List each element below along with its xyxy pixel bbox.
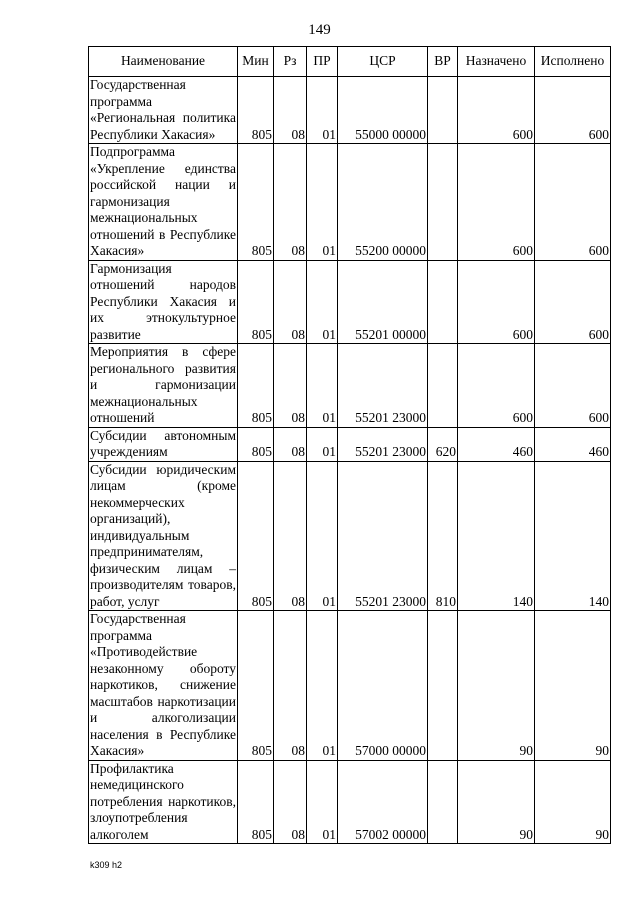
row-csr: 55201 23000: [338, 461, 428, 611]
row-vr: [428, 344, 458, 428]
row-vr: 810: [428, 461, 458, 611]
row-pr: 01: [307, 260, 338, 344]
row-pr: 01: [307, 461, 338, 611]
row-executed: 460: [535, 427, 611, 461]
header-executed: Исполнено: [535, 47, 611, 77]
row-vr: [428, 144, 458, 261]
row-vr: 620: [428, 427, 458, 461]
row-csr: 55201 00000: [338, 260, 428, 344]
row-min: 805: [238, 760, 274, 844]
row-csr: 55200 00000: [338, 144, 428, 261]
row-assigned: 600: [458, 144, 535, 261]
row-pr: 01: [307, 427, 338, 461]
row-pr: 01: [307, 611, 338, 761]
row-rz: 08: [274, 260, 307, 344]
row-rz: 08: [274, 427, 307, 461]
row-rz: 08: [274, 344, 307, 428]
row-name: Государственная программа «Региональная политика Республики Хакасия»: [90, 77, 236, 142]
header-name: Наименование: [89, 47, 238, 77]
footer-code: k309 h2: [90, 860, 123, 870]
row-csr: 55000 00000: [338, 77, 428, 144]
row-min: 805: [238, 260, 274, 344]
row-vr: [428, 760, 458, 844]
row-min: 805: [238, 144, 274, 261]
header-min: Мин: [238, 47, 274, 77]
page-number: 149: [308, 22, 331, 38]
row-executed: 90: [535, 760, 611, 844]
table-row: [89, 77, 611, 144]
row-min: 805: [238, 427, 274, 461]
row-vr: [428, 260, 458, 344]
row-pr: 01: [307, 144, 338, 261]
row-name: Подпрограмма «Укрепление единства российской нации и гармонизация межнациональных отношений в Республике Хакасия»: [90, 144, 236, 258]
budget-table: [88, 46, 611, 844]
header-vr: ВР: [428, 47, 458, 77]
row-csr: 57002 00000: [338, 760, 428, 844]
header-csr: ЦСР: [338, 47, 428, 77]
row-rz: 08: [274, 760, 307, 844]
header-pr: ПР: [307, 47, 338, 77]
row-rz: 08: [274, 611, 307, 761]
table-row: [89, 260, 611, 344]
row-executed: 600: [535, 77, 611, 144]
row-csr: 55201 23000: [338, 344, 428, 428]
row-assigned: 140: [458, 461, 535, 611]
table-header-row: [89, 47, 611, 77]
row-assigned: 90: [458, 611, 535, 761]
row-rz: 08: [274, 461, 307, 611]
row-min: 805: [238, 77, 274, 144]
table-row: [89, 611, 611, 761]
table-row: [89, 427, 611, 461]
row-rz: 08: [274, 144, 307, 261]
header-assigned: Назначено: [458, 47, 535, 77]
table-row: [89, 144, 611, 261]
row-vr: [428, 611, 458, 761]
header-rz: Рз: [274, 47, 307, 77]
row-name: Субсидии автономным учреждениям: [90, 427, 236, 459]
row-pr: 01: [307, 77, 338, 144]
row-assigned: 90: [458, 760, 535, 844]
row-rz: 08: [274, 77, 307, 144]
row-assigned: 600: [458, 344, 535, 428]
row-assigned: 600: [458, 77, 535, 144]
row-pr: 01: [307, 760, 338, 844]
row-min: 805: [238, 344, 274, 428]
row-name: Государственная программа «Противодействие незаконному обороту наркотиков, снижение масштабов наркотизации и алкоголизации населения в Республике Хакасия»: [90, 611, 236, 758]
row-vr: [428, 77, 458, 144]
row-executed: 90: [535, 611, 611, 761]
row-pr: 01: [307, 344, 338, 428]
row-executed: 600: [535, 344, 611, 428]
row-executed: 600: [535, 260, 611, 344]
row-csr: 55201 23000: [338, 427, 428, 461]
table-row: [89, 461, 611, 611]
table-row: [89, 344, 611, 428]
row-assigned: 460: [458, 427, 535, 461]
row-csr: 57000 00000: [338, 611, 428, 761]
row-min: 805: [238, 461, 274, 611]
table-row: [89, 760, 611, 844]
row-name: Гармонизация отношений народов Республики Хакасия и их этнокультурное развитие: [90, 260, 236, 342]
row-executed: 140: [535, 461, 611, 611]
row-name: Мероприятия в сфере регионального развития и гармонизации межнациональных отношений: [90, 344, 236, 425]
row-min: 805: [238, 611, 274, 761]
row-executed: 600: [535, 144, 611, 261]
row-name: Субсидии юридическим лицам (кроме некоммерческих организаций), индивидуальным предпринимателям, физическим лицам – производителям товаров, работ, услуг: [90, 461, 236, 609]
row-assigned: 600: [458, 260, 535, 344]
row-name: Профилактика немедицинского потребления наркотиков, злоупотребления алкоголем: [90, 760, 236, 842]
